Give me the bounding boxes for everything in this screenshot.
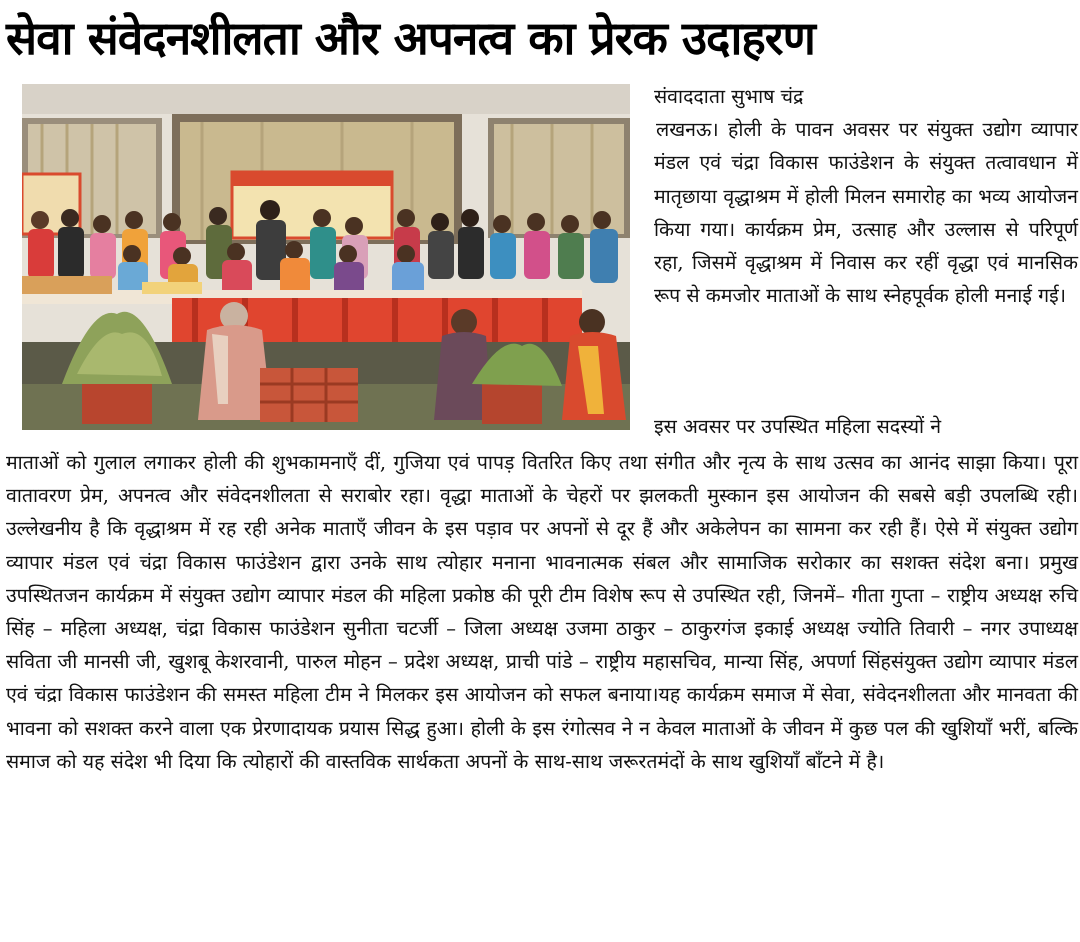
event-photo bbox=[22, 84, 630, 430]
group-photo-illustration bbox=[22, 84, 630, 430]
byline: संवाददाता सुभाष चंद्र bbox=[654, 85, 804, 108]
full-width-column bbox=[6, 446, 1078, 778]
headline: सेवा संवेदनशीलता और अपनत्व का प्रेरक उदाहरण bbox=[6, 11, 815, 65]
paragraph-2: माताओं को गुलाल लगाकर होली की शुभकामनाएँ दीं, गुजिया एवं पापड़ वितरित किए तथा संगीत और नृत्य के साथ उत्सव का आनंद साझा किया। पूरा वातावरण प्रेम, अपनत्व और संवेदनशीलता से सराबोर रहा। वृद्धा माताओं के चेहरों पर झलकती मुस्कान इस आयोजन की सबसे बड़ी उपलब्धि रही। उल्लेखनीय है कि वृद्धाश्रम में रह रही अनेक माताएँ जीवन के इस पड़ाव पर अपनों से दूर हैं और अकेलेपन का सामना कर रही हैं। ऐसे में संयुक्त उद्योग व्यापार मंडल एवं चंद्रा विकास फाउंडेशन द्वारा उनके साथ त्योहार मनाना भावनात्मक संबल और सामाजिक सरोकार का सशक्त संदेश बना। प्रमुख उपस्थितजन कार्यक्रम में संयुक्त उद्योग व्यापार मंडल की महिला प्रकोष्ठ की पूरी टीम विशेष रूप से उपस्थित रही, जिनमें– गीता गुप्ता – राष्ट्रीय अध्यक्ष रुचि सिंह – महिला अध्यक्ष, चंद्रा विकास फाउंडेशन सुनीता चटर्जी – जिला अध्यक्ष उजमा ठाकुर – ठाकुरगंज इकाई अध्यक्ष ज्योति तिवारी – नगर उपाध्यक्ष सविता जी मानसी जी, खुशबू केशरवानी, पारुल मोहन – प्रदेश अध्यक्ष, प्राची पांडे – राष्ट्रीय महासचिव, मान्या सिंह, अपर्णा सिंहसंयुक्त उद्योग व्यापार मंडल एवं चंद्रा विकास फाउंडेशन की समस्त महिला टीम ने मिलकर इस आयोजन को सफल बनाया।यह कार्यक्रम समाज में सेवा, संवेदनशीलता और मानवता की भावना को सशक्त करने वाला एक प्रेरणादायक प्रयास सिद्ध हुआ। होली के इस रंगोत्सव ने न केवल माताओं के जीवन में कुछ पल की खुशियाँ भरीं, बल्कि समाज को यह संदेश भी दिया कि त्योहारों की वास्तविक सार्थकता अपनों के साथ-साथ जरूरतमंदों के साथ खुशियाँ बाँटने में है। bbox=[6, 451, 1078, 773]
paragraph-2-lead: इस अवसर पर उपस्थित महिला सदस्यों ने bbox=[654, 415, 942, 438]
paragraph-1: लखनऊ। होली के पावन अवसर पर संयुक्त उद्योग व्यापार मंडल एवं चंद्रा विकास फाउंडेशन के संयुक्त तत्वावधान में मातृछाया वृद्धाश्रम में होली मिलन समारोह का भव्य आयोजन किया गया। कार्यक्रम प्रेम, उत्साह और उल्लास से परिपूर्ण रहा, जिसमें वृद्धाश्रम में निवास कर रहीं वृद्धा एवं मानसिक रूप से कमजोर माताओं के साथ स्नेहपूर्वक होली मनाई गई। bbox=[654, 118, 1078, 308]
side-column bbox=[654, 80, 1078, 312]
